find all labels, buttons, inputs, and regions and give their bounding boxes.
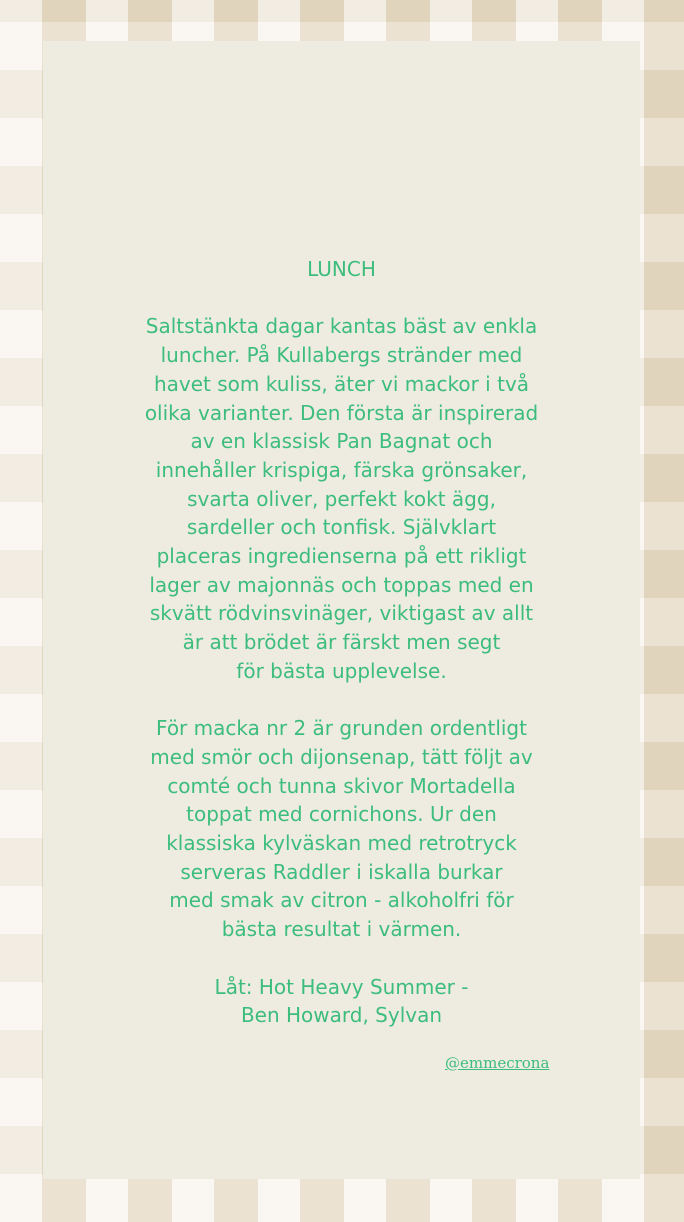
song-credit: Låt: Hot Heavy Summer - Ben Howard, Sylvan xyxy=(214,974,469,1028)
story-heading: LUNCH xyxy=(307,257,376,281)
spacer xyxy=(43,284,640,313)
story-paragraph-1: Saltstänkta dagar kantas bäst av enkla luncher. På Kullabergs stränder med havet som kuliss, äter vi mackor i två olika varianter. Den första är inspirerad av en klassisk Pan Bagnat och innehåller krispiga, färska grönsaker, svarta oliver, perfekt kokt ägg, sardeller och tonfisk. Självklart placeras ingredienserna på ett rikligt lager av majonnäs och toppas med en skvätt rödvinsvinäger, viktigast av allt är att brödet är färskt men segt för bästa upplevelse. xyxy=(144,314,539,683)
story-content xyxy=(43,255,640,1030)
story-paragraph-2: För macka nr 2 är grunden ordentligt med smör och dijonsenap, tätt följt av comté och tunna skivor Mortadella toppat med cornichons. Ur den klassiska kylväskan med retrotryck serveras Raddler i iskalla burkar med smak av citron - alkoholfri för bästa resultat i värmen. xyxy=(150,716,533,942)
spacer xyxy=(43,944,640,973)
author-handle-link[interactable]: @emmecrona xyxy=(445,1054,550,1072)
story-card xyxy=(43,41,640,1179)
spacer xyxy=(43,686,640,715)
